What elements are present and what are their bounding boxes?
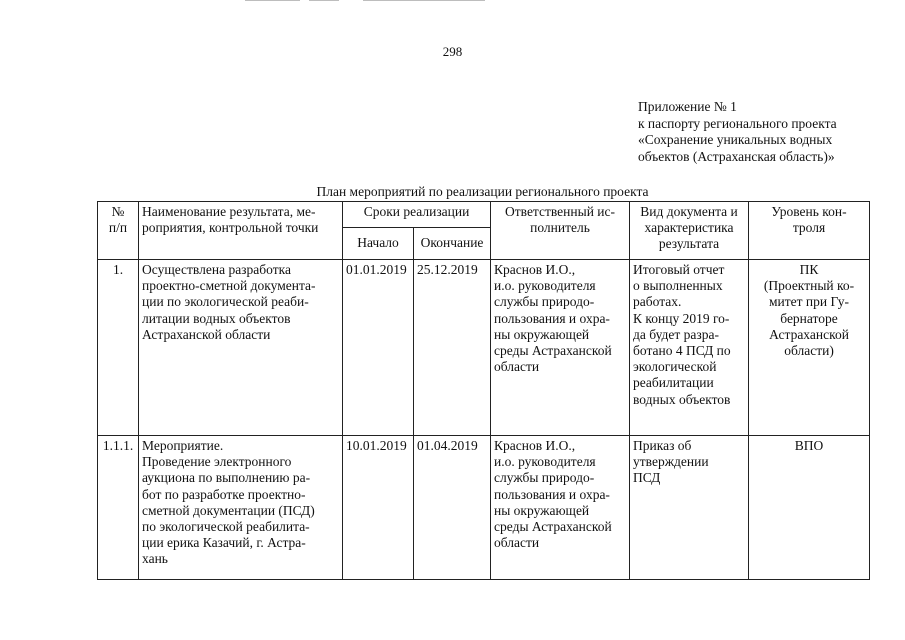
header-responsible: Ответственный ис- полнитель — [491, 202, 630, 260]
appendix-line-3: «Сохранение уникальных водных — [638, 132, 833, 147]
scan-top-marks — [245, 0, 485, 2]
appendix-header — [638, 99, 900, 165]
header-control-level: Уровень кон- троля — [749, 202, 870, 260]
row-end-date: 25.12.2019 — [414, 260, 491, 436]
appendix-line-4: объектов (Астраханская область)» — [638, 148, 835, 164]
row-number: 1.1.1. — [98, 436, 139, 580]
row-document: Итоговый отчет о выполненных работах. К концу 2019 го- да будет разра- ботано 4 ПСД по экологической реабилитации водных объектов — [630, 260, 749, 436]
appendix-line-1: Приложение № 1 — [638, 99, 737, 114]
table-row — [98, 260, 870, 436]
row-name: Мероприятие. Проведение электронного аукциона по выполнению ра- бот по разработке проектно- сметной документации (ПСД) по экологической реабилита- ции ерика Казачий, г. Астра- хань — [139, 436, 343, 580]
appendix-line-2: к паспорту регионального проекта — [638, 115, 837, 131]
header-start: Начало — [343, 228, 414, 260]
row-end-date: 01.04.2019 — [414, 436, 491, 580]
row-document: Приказ об утверждении ПСД — [630, 436, 749, 580]
header-name: Наименование результата, ме- роприятия, контрольной точки — [139, 202, 343, 260]
header-document: Вид документа и характеристика результата — [630, 202, 749, 260]
page-number: 298 — [442, 44, 463, 59]
row-name: Осуществлена разработка проектно-сметной документа- ции по экологической реаби- литации водных объектов Астраханской области — [139, 260, 343, 436]
header-terms: Сроки реализации — [343, 202, 491, 228]
row-responsible: Краснов И.О., и.о. руководителя службы природо- пользования и охра- ны окружающей среды Астраханской области — [491, 436, 630, 580]
row-start-date: 01.01.2019 — [343, 260, 414, 436]
row-responsible: Краснов И.О., и.о. руководителя службы природо- пользования и охра- ны окружающей среды Астраханской области — [491, 260, 630, 436]
table-row — [98, 436, 870, 580]
header-number: № п/п — [98, 202, 139, 260]
plan-title: План мероприятий по реализации регионального проекта — [316, 184, 649, 199]
row-number: 1. — [98, 260, 139, 436]
header-end: Окончание — [414, 228, 491, 260]
row-start-date: 10.01.2019 — [343, 436, 414, 580]
plan-table — [97, 201, 870, 580]
row-control-level: ПК (Проектный ко- митет при Гу- бернаторе Астраханской области) — [749, 260, 870, 436]
row-control-level: ВПО — [749, 436, 870, 580]
